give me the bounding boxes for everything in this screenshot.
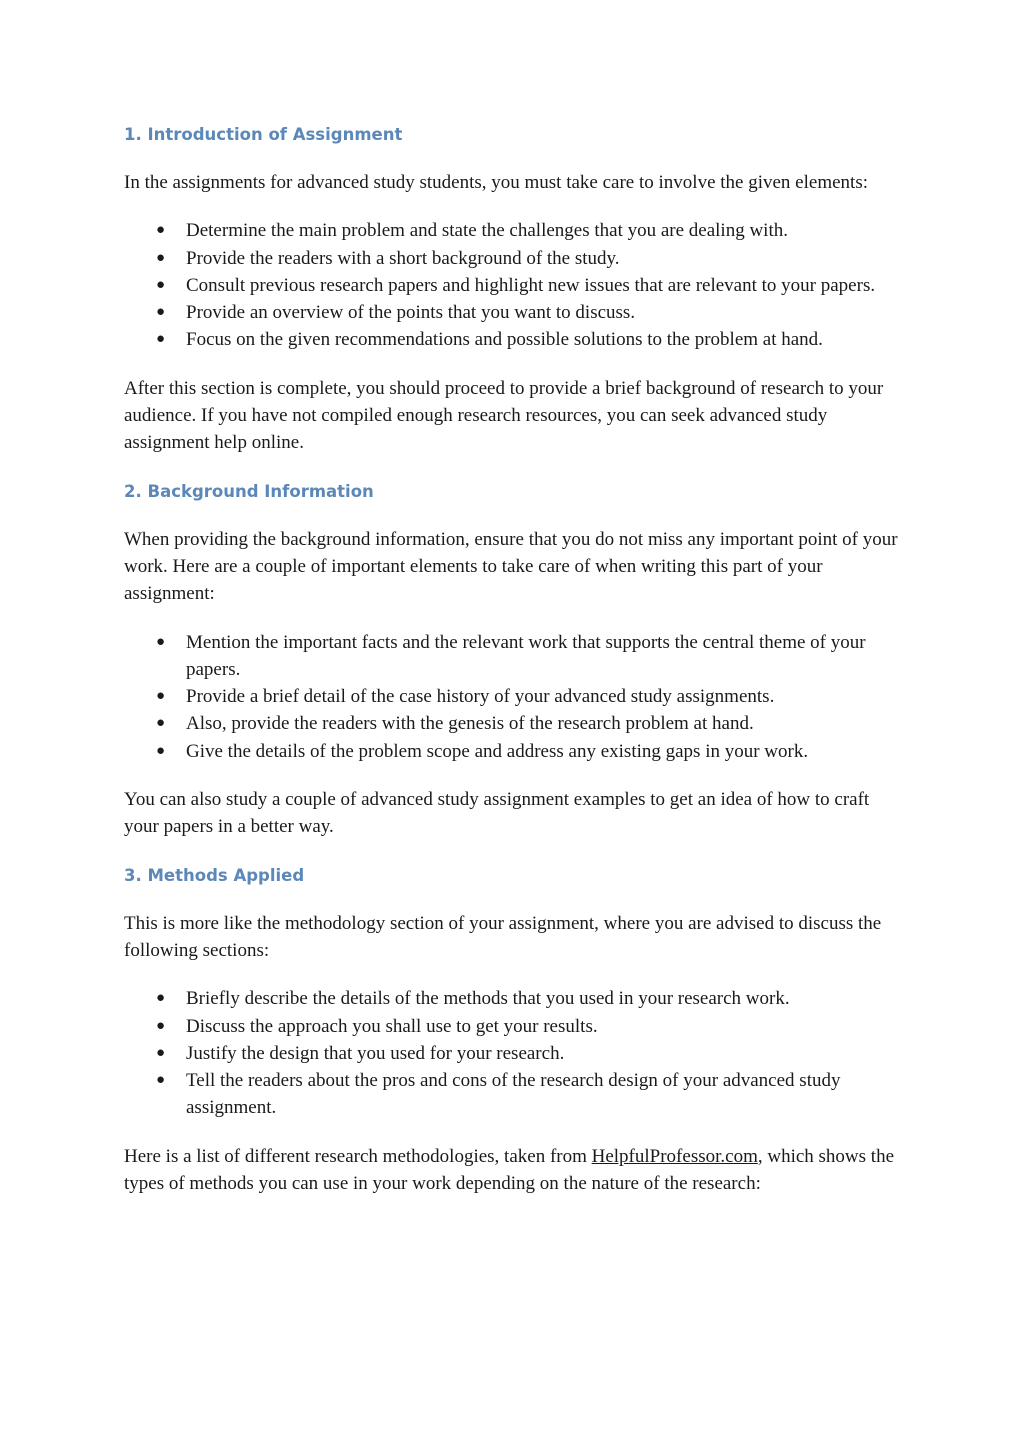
list-item-text: Focus on the given recommendations and possible solutions to the problem at hand. xyxy=(186,329,823,351)
list-item xyxy=(156,217,904,244)
list-item-text: Determine the main problem and state the challenges that you are dealing with. xyxy=(186,220,788,242)
list-item xyxy=(156,1067,904,1122)
list-item xyxy=(156,245,904,272)
list-item-text: Consult previous research papers and highlight new issues that are relevant to your papers. xyxy=(186,274,876,296)
list-item xyxy=(156,738,904,765)
bullet-icon: ● xyxy=(156,688,166,705)
list-item-text: Provide the readers with a short background of the study. xyxy=(186,247,620,269)
list-item-text: Also, provide the readers with the genesis of the research problem at hand. xyxy=(186,713,754,735)
introduction-bullet-list xyxy=(124,217,904,353)
bullet-icon: ● xyxy=(156,1072,166,1089)
bullet-icon: ● xyxy=(156,990,166,1007)
background-bullet-list xyxy=(124,629,904,765)
list-item-text: Justify the design that you used for your research. xyxy=(186,1042,565,1064)
helpfulprofessor-link[interactable]: HelpfulProfessor.com xyxy=(591,1145,758,1167)
list-item-text: Provide a brief detail of the case history of your advanced study assignments. xyxy=(186,686,775,708)
list-item xyxy=(156,1013,904,1040)
list-item-text: Mention the important facts and the relevant work that supports the central theme of your papers. xyxy=(186,631,866,680)
introduction-closing-paragraph: After this section is complete, you should proceed to provide a brief background of research to your audience. If you have not compiled enough research resources, you can seek advanced study assignment help online. xyxy=(124,377,884,454)
list-item xyxy=(156,710,904,737)
list-item-text: Tell the readers about the pros and cons of the research design of your advanced study assignment. xyxy=(186,1070,841,1119)
list-item xyxy=(156,629,904,684)
document-page xyxy=(124,120,904,1197)
list-item-text: Briefly describe the details of the methods that you used in your research work. xyxy=(186,988,790,1010)
background-closing-paragraph: You can also study a couple of advanced study assignment examples to get an idea of how to craft your papers in a better way. xyxy=(124,789,870,838)
closing-text-after-link: , which shows the types of methods you can use in your work depending on the nature of the research: xyxy=(124,1145,895,1195)
bullet-icon: ● xyxy=(156,276,166,293)
bullet-icon: ● xyxy=(156,633,166,650)
introduction-intro-paragraph: In the assignments for advanced study students, you must take care to involve the given elements: xyxy=(124,172,868,193)
bullet-icon: ● xyxy=(156,1017,166,1034)
list-item-text: Give the details of the problem scope and address any existing gaps in your work. xyxy=(186,740,809,762)
list-item xyxy=(156,326,904,353)
methods-intro-paragraph: This is more like the methodology section of your assignment, where you are advised to discuss the following sections: xyxy=(124,912,882,961)
methods-closing-paragraph xyxy=(124,1143,904,1198)
section-heading-background: 2. Background Information xyxy=(124,481,374,501)
bullet-icon: ● xyxy=(156,331,166,348)
list-item xyxy=(156,1040,904,1067)
bullet-icon: ● xyxy=(156,222,166,239)
list-item xyxy=(156,985,904,1012)
bullet-icon: ● xyxy=(156,249,166,266)
list-item xyxy=(156,272,904,299)
bullet-icon: ● xyxy=(156,742,166,759)
bullet-icon: ● xyxy=(156,304,166,321)
background-intro-paragraph: When providing the background information, ensure that you do not miss any important point of your work. Here are a couple of important elements to take care of when writing this part of your assignment: xyxy=(124,528,898,605)
list-item-text: Provide an overview of the points that you want to discuss. xyxy=(186,302,636,324)
bullet-icon: ● xyxy=(156,1044,166,1061)
section-heading-introduction: 1. Introduction of Assignment xyxy=(124,125,403,144)
closing-text-before-link: Here is a list of different research methodologies, taken from xyxy=(124,1145,592,1167)
bullet-icon: ● xyxy=(156,715,166,732)
section-heading-methods: 3. Methods Applied xyxy=(124,865,305,885)
list-item xyxy=(156,683,904,710)
list-item xyxy=(156,299,904,326)
methods-bullet-list xyxy=(124,985,904,1121)
list-item-text: Discuss the approach you shall use to get your results. xyxy=(186,1015,598,1037)
